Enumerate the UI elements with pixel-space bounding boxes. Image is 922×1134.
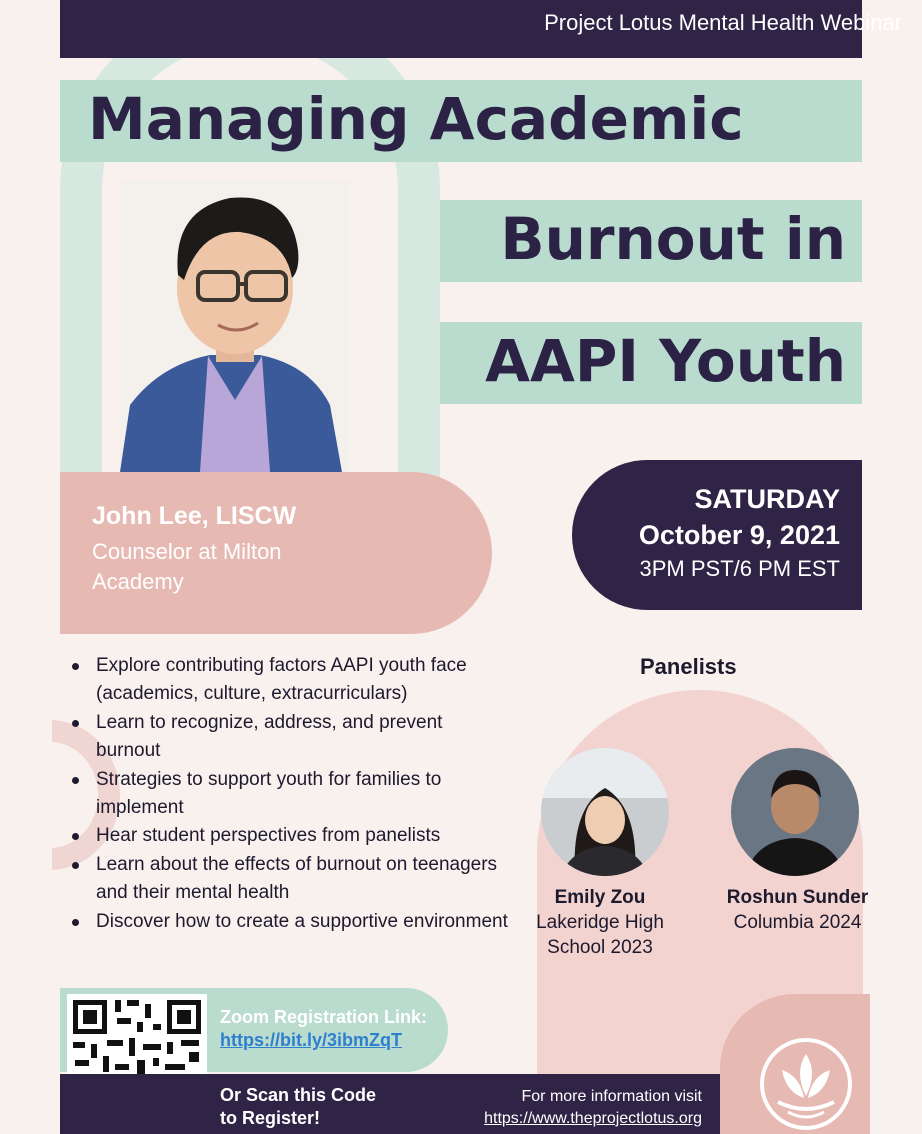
list-item: Discover how to create a supportive environment xyxy=(70,908,510,936)
panelist-name: Roshun Sunder xyxy=(726,887,869,908)
registration-link[interactable]: https://bit.ly/3ibmZqT xyxy=(220,1030,402,1050)
webinar-series-label: Project Lotus Mental Health Webinar xyxy=(544,10,902,35)
title-line-3: AAPI Youth xyxy=(440,322,862,404)
scan-line-1: Or Scan this Code xyxy=(220,1085,377,1105)
panelist-emily xyxy=(520,885,680,960)
speaker-info xyxy=(60,472,492,634)
more-info xyxy=(440,1086,702,1130)
event-time: 3PM PST/6 PM EST xyxy=(639,556,840,581)
panelist-affiliation: Lakeridge High School 2023 xyxy=(536,912,664,958)
speaker-role: Counselor at Milton Academy xyxy=(92,539,282,594)
event-day: SATURDAY xyxy=(694,484,840,514)
panelist-photo-roshun xyxy=(731,748,859,876)
list-item: Hear student perspectives from panelists xyxy=(70,822,510,850)
speaker-photo xyxy=(120,180,350,472)
more-info-label: For more information visit xyxy=(521,1088,702,1105)
lotus-icon xyxy=(758,1036,854,1132)
website-link[interactable]: https://www.theprojectlotus.org xyxy=(484,1110,702,1127)
list-item: Strategies to support youth for families to implement xyxy=(70,766,510,823)
scan-line-2: to Register! xyxy=(220,1108,321,1128)
panelist-roshun xyxy=(715,885,880,935)
list-item: Learn about the effects of burnout on teenagers and their mental health xyxy=(70,851,510,908)
scan-instructions xyxy=(220,1084,376,1130)
list-item: Explore contributing factors AAPI youth face (academics, culture, extracurriculars) xyxy=(70,652,510,709)
panelist-affiliation: Columbia 2024 xyxy=(733,912,862,933)
panelists-heading: Panelists xyxy=(640,654,737,679)
panelist-name: Emily Zou xyxy=(554,887,646,908)
event-date-box xyxy=(572,460,862,610)
event-date: October 9, 2021 xyxy=(638,520,840,550)
speaker-name: John Lee, LISCW xyxy=(92,502,297,530)
topics-list xyxy=(70,652,510,936)
list-item: Learn to recognize, address, and prevent burnout xyxy=(70,709,510,766)
title-line-1: Managing Academic xyxy=(60,80,862,162)
panelist-photo-emily xyxy=(541,748,669,876)
title-line-2: Burnout in xyxy=(440,200,862,282)
registration-label: Zoom Registration Link: xyxy=(220,1007,427,1027)
